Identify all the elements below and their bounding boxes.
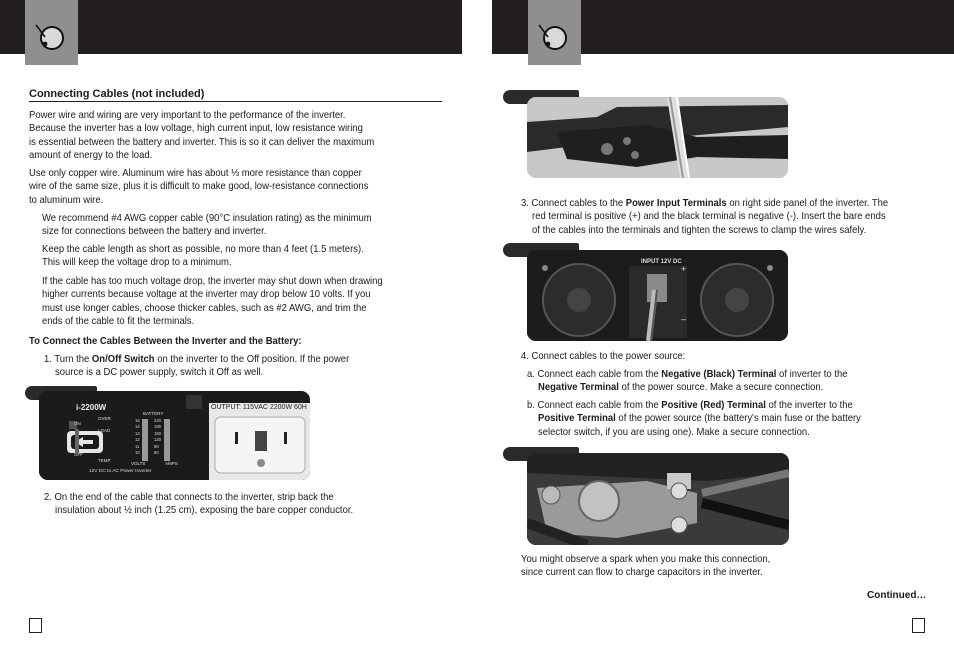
over-label: OVER — [98, 416, 111, 421]
minus-label: – — [681, 314, 687, 324]
step-4a: a. Connect each cable from the Negative (Black) Terminal of inverter to the Negative Terminal of the power source. Make a secure connection. — [527, 369, 848, 394]
power-input-panel-photo — [527, 250, 788, 341]
inverter-front-photo — [39, 391, 310, 480]
step-1: 1. Turn the On/Off Switch on the inverter to the Off position. If the power source is a DC power supply, switch it Off as well. — [44, 354, 350, 379]
section-heading: Connecting Cables (not included) — [29, 88, 205, 100]
load-label: LOAD — [98, 428, 111, 433]
stripped-cable-photo — [527, 97, 788, 178]
paragraph-cable-length: Keep the cable length as short as possible, no more than 4 feet (1.5 meters). This will keep the voltage drop to a minimum. — [42, 244, 364, 269]
battery-terminal-photo — [527, 453, 789, 545]
magnifier-icon — [537, 21, 577, 57]
amps-scale: 220 180 150 120 90 60 — [154, 418, 161, 456]
paragraph-wiring: Power wire and wiring are very important to the performance of the inverter. Because the inverter has a low voltage, high current input, low resistance wiring is essential between the battery and inverter. This is so it can deliver the maximum amount of energy to the load. — [29, 110, 375, 162]
volts-label: VOLTS — [131, 461, 146, 466]
inverter-footer-label: 12V DC to AC Power Inverter — [89, 469, 152, 474]
spark-note: You might observe a spark when you make this connection, since current can flow to charge capacitors in the inverter. — [521, 554, 771, 579]
step-3: 3. Connect cables to the Power Input Terminals on right side panel of the inverter. The red terminal is positive (+) and the black terminal is negative (-). Insert the bare ends of the cables into the terminals and tighten the screws to clamp the wires safely. — [521, 198, 889, 236]
plus-label: + — [681, 264, 687, 274]
procedure-subheading: To Connect the Cables Between the Inverter and the Battery: — [29, 336, 302, 347]
step-4: 4. Connect cables to the power source: — [521, 351, 686, 362]
section-tab-right — [528, 0, 581, 65]
heading-rule — [29, 101, 442, 102]
paragraph-copper-wire: Use only copper wire. Aluminum wire has about ⅓ more resistance than copper wire of the same size, plus it is difficult to make good, low-resistance connections to aluminum wire. — [29, 168, 369, 206]
inverter-model-label: i-2200W — [76, 403, 107, 412]
step-4b: b. Connect each cable from the Positive (Red) Terminal of the inverter to the Positive Terminal of the power source (the battery's main fuse or the battery selector switch, if you are using one). Make a secure connection. — [527, 400, 861, 438]
step-2: 2. On the end of the cable that connects to the inverter, strip back the insulation about ½ inch (1.25 cm), exposing the bare copper conductor. — [44, 492, 354, 517]
section-tab-left — [25, 0, 78, 65]
continued-label: Continued… — [867, 590, 927, 601]
temp-label: TEMP — [98, 458, 111, 463]
paragraph-awg-recommendation: We recommend #4 AWG copper cable (90°C insulation rating) as the minimum size for connections between the battery and inverter. — [42, 213, 372, 238]
page-number-box-left — [29, 618, 42, 633]
battery-label: BATTERY — [143, 411, 164, 416]
amps-label: AMPS — [165, 461, 178, 466]
paragraph-voltage-drop: If the cable has too much voltage drop, the inverter may shut down when drawing higher currents because voltage at the inverter may drop below 10 volts. If you must use longer cables, choose thicker cables, such as #2 AWG, and trim the ends of the cable to fit the terminals. — [42, 276, 383, 328]
volts-scale: 15 14 13 12 11 10 — [135, 418, 140, 456]
off-label: OFF — [74, 452, 83, 457]
input-label: INPUT 12V DC — [641, 259, 682, 265]
page-number-box-right — [912, 618, 925, 633]
on-label: ON — [74, 421, 81, 426]
output-label: OUTPUT: 115VAC 2200W 60H — [211, 404, 307, 411]
magnifier-icon — [34, 21, 74, 57]
